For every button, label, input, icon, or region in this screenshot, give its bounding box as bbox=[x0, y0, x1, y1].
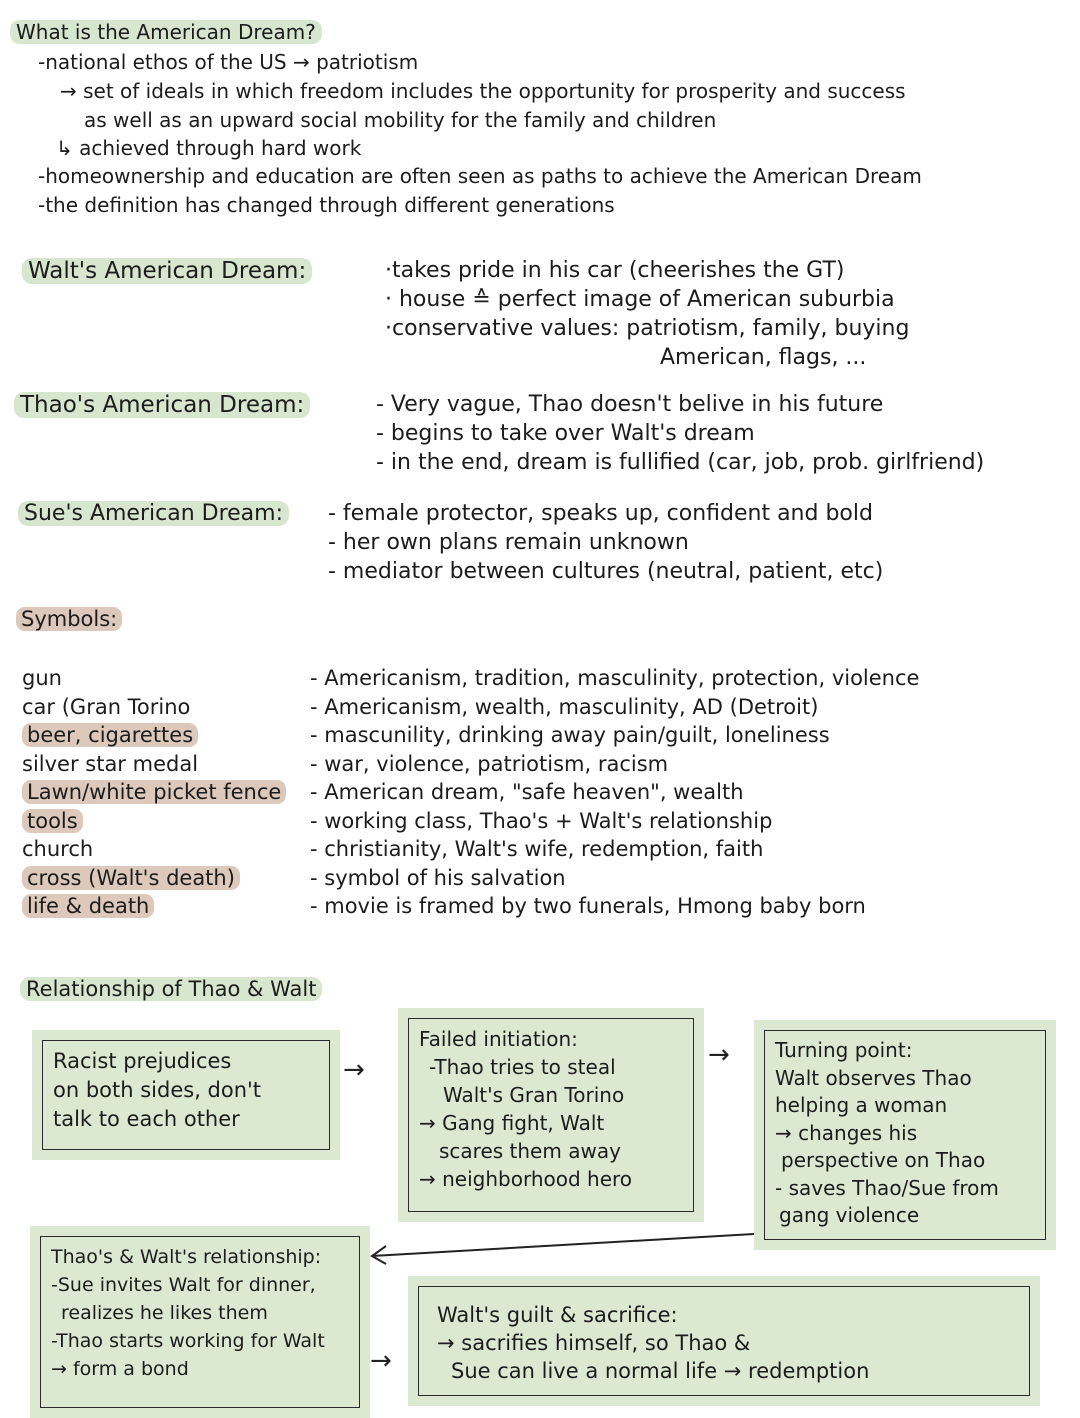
box-line: Thao's & Walt's relationship: bbox=[51, 1246, 322, 1268]
thao-dream-line: - in the end, dream is fullified (car, job, prob. girlfriend) bbox=[376, 450, 985, 475]
arrow-right-icon: → bbox=[370, 1346, 392, 1376]
intro-line: ↳ achieved through hard work bbox=[56, 136, 362, 160]
box-line: -Thao starts working for Walt bbox=[51, 1330, 325, 1352]
sue-dream-label-text: Sue's American Dream: bbox=[18, 501, 289, 526]
box-line: → changes his bbox=[775, 1120, 918, 1145]
intro-line: -the definition has changed through different generations bbox=[38, 193, 615, 217]
walt-dream-line: American, flags, ... bbox=[660, 345, 867, 370]
box-line: on both sides, don't bbox=[53, 1078, 262, 1102]
arrow-right-icon: → bbox=[343, 1055, 365, 1085]
symbol-term-text: cross (Walt's death) bbox=[22, 866, 240, 890]
relationship-box-prejudices bbox=[32, 1030, 340, 1160]
symbol-term-text: car (Gran Torino bbox=[22, 694, 191, 719]
walt-dream-line: ·conservative values: patriotism, family, buying bbox=[385, 316, 910, 341]
symbol-term bbox=[22, 750, 286, 779]
thao-dream-label bbox=[14, 392, 310, 418]
box-line: scares them away bbox=[439, 1139, 621, 1163]
sue-dream-line: - her own plans remain unknown bbox=[328, 530, 689, 555]
box-line: talk to each other bbox=[53, 1107, 240, 1131]
arrow-left-long-icon bbox=[366, 1226, 756, 1266]
intro-heading-text: What is the American Dream? bbox=[10, 20, 322, 44]
symbol-meaning: - working class, Thao's + Walt's relationship bbox=[310, 808, 773, 833]
box-line: Walt's Gran Torino bbox=[443, 1083, 625, 1107]
symbols-heading-text: Symbols: bbox=[16, 607, 122, 631]
relationship-box-turning-point bbox=[754, 1020, 1056, 1250]
walt-dream-line: ·takes pride in his car (cheerishes the GT) bbox=[385, 258, 845, 283]
symbol-term-text: gun bbox=[22, 666, 62, 690]
sue-dream-line: - female protector, speaks up, confident and bold bbox=[328, 501, 873, 526]
box-line: helping a woman bbox=[775, 1093, 948, 1117]
symbol-meaning: - Americanism, wealth, masculinity, AD (Detroit) bbox=[310, 694, 819, 719]
box-line: - saves Thao/Sue from bbox=[775, 1175, 999, 1200]
box-line: Racist prejudices bbox=[53, 1049, 232, 1073]
box-line: Turning point: bbox=[775, 1038, 913, 1062]
intro-line: -national ethos of the US → patriotism bbox=[38, 50, 419, 74]
relationship-box-sacrifice-inner bbox=[418, 1286, 1030, 1396]
thao-dream-line: - Very vague, Thao doesn't belive in his future bbox=[376, 392, 884, 417]
walt-dream-label bbox=[22, 258, 312, 284]
box-line: → Gang fight, Walt bbox=[419, 1111, 605, 1135]
symbol-term bbox=[22, 807, 286, 836]
symbol-term-text: life & death bbox=[22, 894, 154, 918]
intro-heading bbox=[10, 20, 322, 44]
box-line: → form a bond bbox=[51, 1358, 189, 1380]
symbols-meanings bbox=[310, 664, 919, 921]
intro-line: as well as an upward social mobility for the family and children bbox=[84, 108, 717, 132]
symbol-term-text: Lawn/white picket fence bbox=[22, 780, 286, 804]
symbol-term bbox=[22, 892, 286, 921]
box-line: Walt's guilt & sacrifice: bbox=[437, 1303, 678, 1327]
relationship-box-sacrifice bbox=[408, 1276, 1040, 1406]
thao-dream-line: - begins to take over Walt's dream bbox=[376, 421, 755, 446]
symbol-meaning: - christianity, Walt's wife, redemption, faith bbox=[310, 837, 764, 861]
symbol-term-text: silver star medal bbox=[22, 751, 199, 776]
box-line: Walt observes Thao bbox=[775, 1065, 972, 1090]
box-line: → neighborhood hero bbox=[419, 1167, 633, 1191]
walt-dream-label-text: Walt's American Dream: bbox=[22, 258, 312, 284]
relationship-heading bbox=[20, 977, 322, 1001]
symbol-term bbox=[22, 693, 286, 722]
walt-dream-line: · house ≙ perfect image of American suburbia bbox=[385, 287, 895, 312]
symbol-meaning: - American dream, "safe heaven", wealth bbox=[310, 780, 744, 804]
box-line: perspective on Thao bbox=[781, 1148, 986, 1172]
intro-line: -homeownership and education are often seen as paths to achieve the American Dream bbox=[38, 164, 922, 188]
box-line: → sacrifies himself, so Thao & bbox=[437, 1331, 751, 1355]
relationship-box-bond-inner bbox=[40, 1236, 360, 1408]
box-line: realizes he likes them bbox=[61, 1302, 268, 1324]
relationship-box-failed-initiation bbox=[398, 1008, 704, 1222]
relationship-box-prejudices-inner bbox=[42, 1040, 330, 1150]
symbols-terms bbox=[22, 664, 286, 921]
symbol-term bbox=[22, 664, 286, 693]
symbol-meaning: - mascunility, drinking away pain/guilt, loneliness bbox=[310, 723, 830, 747]
sue-dream-line: - mediator between cultures (neutral, patient, etc) bbox=[328, 559, 884, 584]
symbol-meaning: - Americanism, tradition, masculinity, protection, violence bbox=[310, 666, 920, 690]
symbol-term-text: tools bbox=[22, 809, 83, 833]
relationship-box-turning-point-inner bbox=[764, 1030, 1046, 1240]
box-line: gang violence bbox=[779, 1203, 920, 1227]
relationship-box-bond bbox=[30, 1226, 370, 1418]
intro-line: → set of ideals in which freedom includes the opportunity for prosperity and success bbox=[60, 79, 906, 103]
symbol-term-text: church bbox=[22, 837, 94, 861]
symbol-meaning: - symbol of his salvation bbox=[310, 865, 566, 890]
box-line: Sue can live a normal life → redemption bbox=[451, 1359, 870, 1383]
box-line: -Sue invites Walt for dinner, bbox=[51, 1274, 316, 1296]
arrow-right-icon: → bbox=[708, 1040, 730, 1070]
symbol-term bbox=[22, 864, 286, 893]
relationship-box-failed-initiation-inner bbox=[408, 1018, 694, 1212]
sue-dream-label bbox=[18, 501, 289, 526]
symbol-term bbox=[22, 778, 286, 807]
thao-dream-label-text: Thao's American Dream: bbox=[14, 392, 310, 418]
relationship-heading-text: Relationship of Thao & Walt bbox=[20, 977, 322, 1001]
symbols-heading bbox=[16, 607, 122, 631]
symbol-meaning: - war, violence, patriotism, racism bbox=[310, 751, 669, 776]
box-line: Failed initiation: bbox=[419, 1027, 578, 1051]
symbol-meaning: - movie is framed by two funerals, Hmong baby born bbox=[310, 894, 866, 918]
symbol-term bbox=[22, 835, 286, 864]
symbol-term bbox=[22, 721, 286, 750]
symbol-term-text: beer, cigarettes bbox=[22, 723, 198, 747]
box-line: -Thao tries to steal bbox=[429, 1055, 616, 1079]
